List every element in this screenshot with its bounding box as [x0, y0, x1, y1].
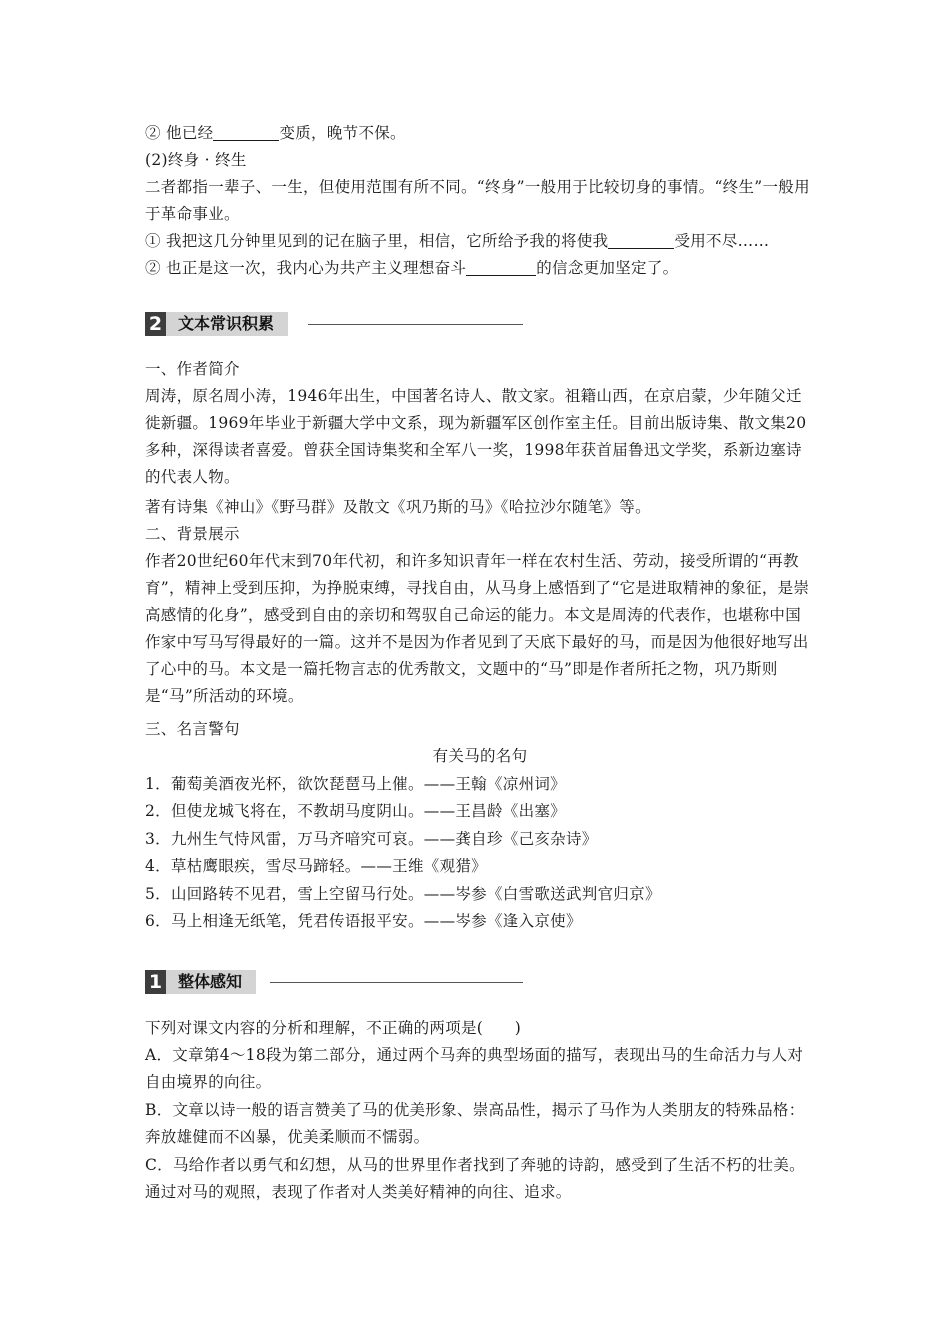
- quote-item: 6．马上相逢无纸笔，凭君传语报平安。——岑参《逢入京使》: [145, 912, 582, 930]
- word-pair-explanation: 二者都指一辈子、一生，但使用范围有所不同。“终身”一般用于比较切身的事情。“终生”一般用于革命事业。: [145, 178, 810, 223]
- background-heading: 二、背景展示: [145, 525, 240, 543]
- word-pair-heading: (2)终身 · 终生: [145, 151, 247, 169]
- exercise-line-2b: [145, 255, 815, 282]
- exercise-text: 变质，晚节不保。: [279, 124, 406, 142]
- section-title: 整体感知: [166, 970, 256, 994]
- fill-blank[interactable]: [466, 259, 536, 276]
- quote-item: 4．草枯鹰眼疾，雪尽马蹄轻。——王维《观猎》: [145, 857, 487, 875]
- exercise-line-1: [145, 228, 815, 255]
- quotes-heading: 三、名言警句: [145, 720, 240, 738]
- exercise-text: ② 他已经: [145, 124, 214, 142]
- exercise-text: 受用不尽……: [674, 232, 770, 250]
- quote-item: 2．但使龙城飞将在，不教胡马度阴山。——王昌龄《出塞》: [145, 802, 566, 820]
- question-stem: 下列对课文内容的分析和理解，不正确的两项是( ): [145, 1019, 522, 1037]
- section-header-overview: [145, 970, 525, 996]
- section-rule: [270, 982, 523, 983]
- section-number: 1: [145, 970, 166, 994]
- section-header-knowledge: [145, 312, 525, 338]
- section-rule: [308, 324, 523, 325]
- author-heading: 一、作者简介: [145, 360, 240, 378]
- author-body: 周涛，原名周小涛，1946年出生，中国著名诗人、散文家。祖籍山西，在京启蒙，少年随父迁徙新疆。1969年毕业于新疆大学中文系，现为新疆军区创作室主任。目前出版诗集、散文集20多种，深得读者喜爱。曾获全国诗集奖和全军八一奖，1998年获首届鲁迅文学奖，系新边塞诗的代表人物。: [145, 387, 807, 486]
- exercise-text: ② 也正是这一次，我内心为共产主义理想奋斗: [145, 259, 467, 277]
- exercise-line-2: [145, 120, 815, 147]
- quote-item: 5．山回路转不见君，雪上空留马行处。——岑参《白雪歌送武判官归京》: [145, 885, 661, 903]
- quotes-title: 有关马的名句: [432, 747, 528, 765]
- option-c[interactable]: C．马给作者以勇气和幻想，从马的世界里作者找到了奔驰的诗韵，感受到了生活不朽的壮美。通过对马的观照，表现了作者对人类美好精神的向往、追求。: [145, 1156, 805, 1201]
- quote-item: 1．葡萄美酒夜光杯，欲饮琵琶马上催。——王翰《凉州词》: [145, 775, 566, 793]
- option-a[interactable]: A．文章第4～18段为第二部分，通过两个马奔的典型场面的描写，表现出马的生命活力与人对自由境界的向往。: [145, 1046, 804, 1091]
- background-body: 作者20世纪60年代末到70年代初，和许多知识青年一样在农村生活、劳动，接受所谓的“再教育”，精神上受到压抑，为挣脱束缚，寻找自由，从马身上感悟到了“它是进取精神的象征，是崇高感情的化身”，感受到自由的亲切和驾驭自己命运的能力。本文是周涛的代表作，也堪称中国作家中写马写得最好的一篇。这并不是因为作者见到了天底下最好的马，而是因为他很好地写出了心中的马。本文是一篇托物言志的优秀散文，文题中的“马”即是作者所托之物，巩乃斯则是“马”所活动的环境。: [145, 552, 810, 705]
- author-works: 著有诗集《神山》《野马群》及散文《巩乃斯的马》《哈拉沙尔随笔》等。: [145, 498, 651, 516]
- option-b[interactable]: B．文章以诗一般的语言赞美了马的优美形象、崇高品性，揭示了马作为人类朋友的特殊品格：奔放雄健而不凶暴，优美柔顺而不懦弱。: [145, 1101, 805, 1146]
- section-number: 2: [145, 312, 166, 336]
- fill-blank[interactable]: [608, 232, 674, 249]
- quote-item: 3．九州生气恃风雷，万马齐喑究可哀。——龚自珍《己亥杂诗》: [145, 830, 598, 848]
- exercise-text: ① 我把这几分钟里见到的记在脑子里，相信，它所给予我的将使我: [145, 232, 609, 250]
- section-title: 文本常识积累: [166, 312, 288, 336]
- exercise-text: 的信念更加坚定了。: [536, 259, 679, 277]
- fill-blank[interactable]: [213, 124, 279, 141]
